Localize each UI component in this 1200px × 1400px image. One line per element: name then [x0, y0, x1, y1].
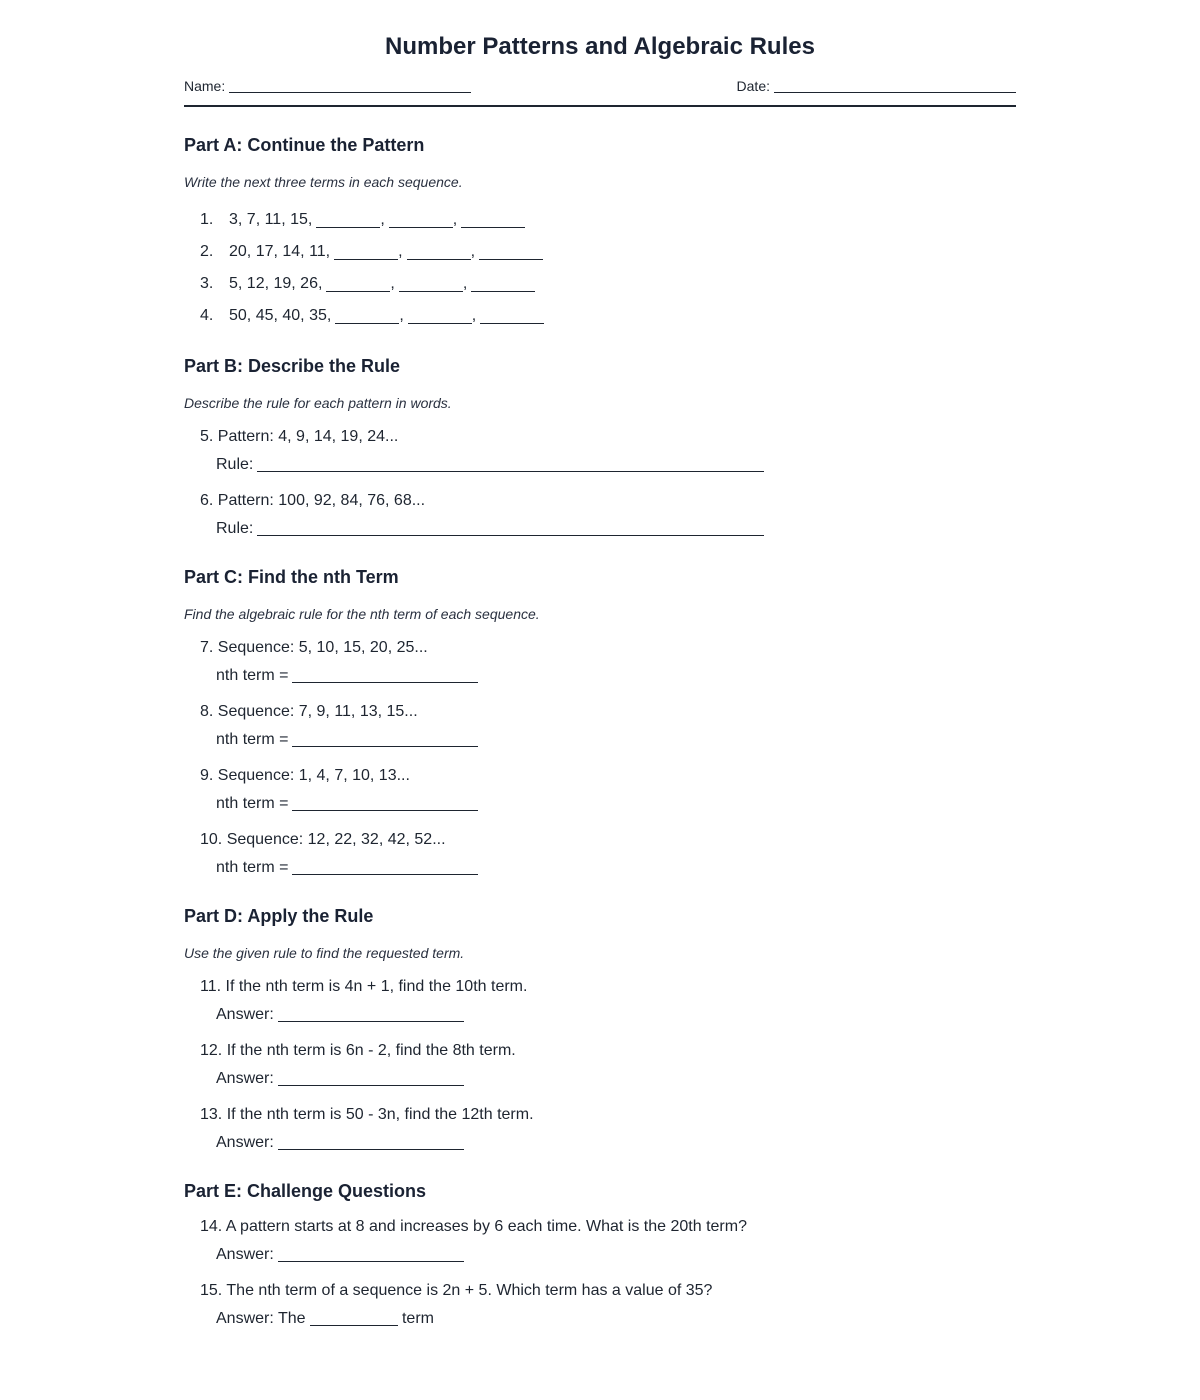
answer-blank[interactable]: [292, 796, 478, 811]
question-9: [184, 762, 1016, 818]
part-b-section: [184, 354, 1016, 543]
answer-label: Answer:: [216, 1246, 274, 1263]
answer-line: [200, 515, 1016, 543]
answer-suffix: term: [401, 1310, 434, 1327]
answer-line: [200, 726, 1016, 754]
worksheet-title: Number Patterns and Algebraic Rules: [385, 33, 815, 60]
question-text: 9. Sequence: 1, 4, 7, 10, 13...: [200, 767, 410, 784]
question-text: 14. A pattern starts at 8 and increases by 6 each time. What is the 20th term?: [200, 1218, 747, 1235]
question-text: 10. Sequence: 12, 22, 32, 42, 52...: [200, 831, 446, 848]
part-a-instructions: Write the next three terms in each sequence.: [184, 174, 463, 190]
part-d-heading: Part D: Apply the Rule: [184, 906, 374, 926]
question-text: 11. If the nth term is 4n + 1, find the 10th term.: [200, 978, 528, 995]
answer-blank[interactable]: [278, 1247, 464, 1262]
answer-label: Rule:: [216, 456, 254, 473]
item-number: 4.: [200, 307, 214, 324]
term-blank[interactable]: [334, 245, 398, 260]
question-6: [184, 487, 1016, 543]
sequence-terms: 5, 12, 19, 26,: [229, 275, 323, 292]
date-label: Date:: [736, 78, 770, 94]
answer-label: nth term =: [216, 667, 289, 684]
part-b-instructions: Describe the rule for each pattern in words.: [184, 395, 452, 411]
term-blank[interactable]: [479, 245, 543, 260]
worksheet-page: [184, 0, 1016, 1333]
answer-line: [200, 790, 1016, 818]
sequence-item-3: 3. 5, 12, 19, 26, , ,: [200, 268, 1016, 300]
part-c-instructions: Find the algebraic rule for the nth term of each sequence.: [184, 606, 540, 622]
question-text: 13. If the nth term is 50 - 3n, find the 12th term.: [200, 1106, 534, 1123]
sequence-item-2: 2. 20, 17, 14, 11, , ,: [200, 236, 1016, 268]
answer-line: [200, 1241, 1016, 1269]
answer-blank[interactable]: [278, 1071, 464, 1086]
item-number: 2.: [200, 243, 214, 260]
part-e-heading: Part E: Challenge Questions: [184, 1181, 427, 1201]
part-a-heading: Part A: Continue the Pattern: [184, 135, 425, 155]
name-date-header: [184, 77, 1016, 107]
answer-label: nth term =: [216, 859, 289, 876]
date-field: [737, 77, 1016, 95]
answer-blank[interactable]: [257, 457, 764, 472]
question-text: 15. The nth term of a sequence is 2n + 5. Which term has a value of 35?: [200, 1282, 713, 1299]
question-text: 7. Sequence: 5, 10, 15, 20, 25...: [200, 639, 428, 656]
answer-blank[interactable]: [292, 668, 478, 683]
question-11: [184, 973, 1016, 1029]
answer-line: [200, 1129, 1016, 1157]
term-blank[interactable]: [326, 277, 390, 292]
part-b-heading: Part B: Describe the Rule: [184, 356, 401, 376]
term-blank[interactable]: [316, 213, 380, 228]
answer-line: [200, 662, 1016, 690]
answer-label: nth term =: [216, 795, 289, 812]
answer-blank[interactable]: [292, 732, 478, 747]
part-d-section: [184, 904, 1016, 1157]
question-7: [184, 634, 1016, 690]
date-blank[interactable]: [774, 78, 1016, 93]
question-12: [184, 1037, 1016, 1093]
answer-label: Rule:: [216, 520, 254, 537]
part-e-section: [184, 1179, 1016, 1333]
question-text: 5. Pattern: 4, 9, 14, 19, 24...: [200, 428, 399, 445]
part-d-instructions: Use the given rule to find the requested term.: [184, 945, 465, 961]
term-blank[interactable]: [389, 213, 453, 228]
answer-line: [200, 854, 1016, 882]
answer-label: Answer:: [216, 1070, 274, 1087]
question-10: [184, 826, 1016, 882]
name-blank[interactable]: [229, 78, 471, 93]
part-a-list: [184, 204, 1016, 332]
answer-line: [200, 451, 1016, 479]
sequence-terms: 20, 17, 14, 11,: [229, 243, 331, 260]
answer-blank[interactable]: [310, 1311, 398, 1326]
question-13: [184, 1101, 1016, 1157]
term-blank[interactable]: [335, 309, 399, 324]
name-field: [184, 77, 471, 95]
item-number: 1.: [200, 211, 214, 228]
part-c-heading: Part C: Find the nth Term: [184, 567, 399, 587]
question-5: [184, 423, 1016, 479]
part-c-section: [184, 565, 1016, 882]
part-a-section: [184, 133, 1016, 332]
answer-label: Answer:: [216, 1006, 274, 1023]
term-blank[interactable]: [480, 309, 544, 324]
question-14: [184, 1213, 1016, 1269]
question-15: [184, 1277, 1016, 1333]
answer-label: nth term =: [216, 731, 289, 748]
item-number: 3.: [200, 275, 214, 292]
answer-line: [200, 1305, 1016, 1333]
answer-blank[interactable]: [278, 1135, 464, 1150]
term-blank[interactable]: [408, 309, 472, 324]
question-text: 6. Pattern: 100, 92, 84, 76, 68...: [200, 492, 426, 509]
sequence-item-4: 4. 50, 45, 40, 35, , ,: [200, 300, 1016, 332]
question-text: 12. If the nth term is 6n - 2, find the 8th term.: [200, 1042, 516, 1059]
answer-blank[interactable]: [257, 521, 764, 536]
term-blank[interactable]: [399, 277, 463, 292]
answer-label: Answer:: [216, 1134, 274, 1151]
sequence-terms: 3, 7, 11, 15,: [229, 211, 313, 228]
answer-line: [200, 1065, 1016, 1093]
answer-blank[interactable]: [292, 860, 478, 875]
answer-label: Answer: The: [216, 1310, 306, 1327]
sequence-terms: 50, 45, 40, 35,: [229, 307, 332, 324]
sequence-item-1: 1. 3, 7, 11, 15, , ,: [200, 204, 1016, 236]
answer-blank[interactable]: [278, 1007, 464, 1022]
answer-line: [200, 1001, 1016, 1029]
question-8: [184, 698, 1016, 754]
name-label: Name:: [184, 78, 226, 94]
question-text: 8. Sequence: 7, 9, 11, 13, 15...: [200, 703, 418, 720]
term-blank[interactable]: [407, 245, 471, 260]
term-blank[interactable]: [461, 213, 525, 228]
term-blank[interactable]: [471, 277, 535, 292]
